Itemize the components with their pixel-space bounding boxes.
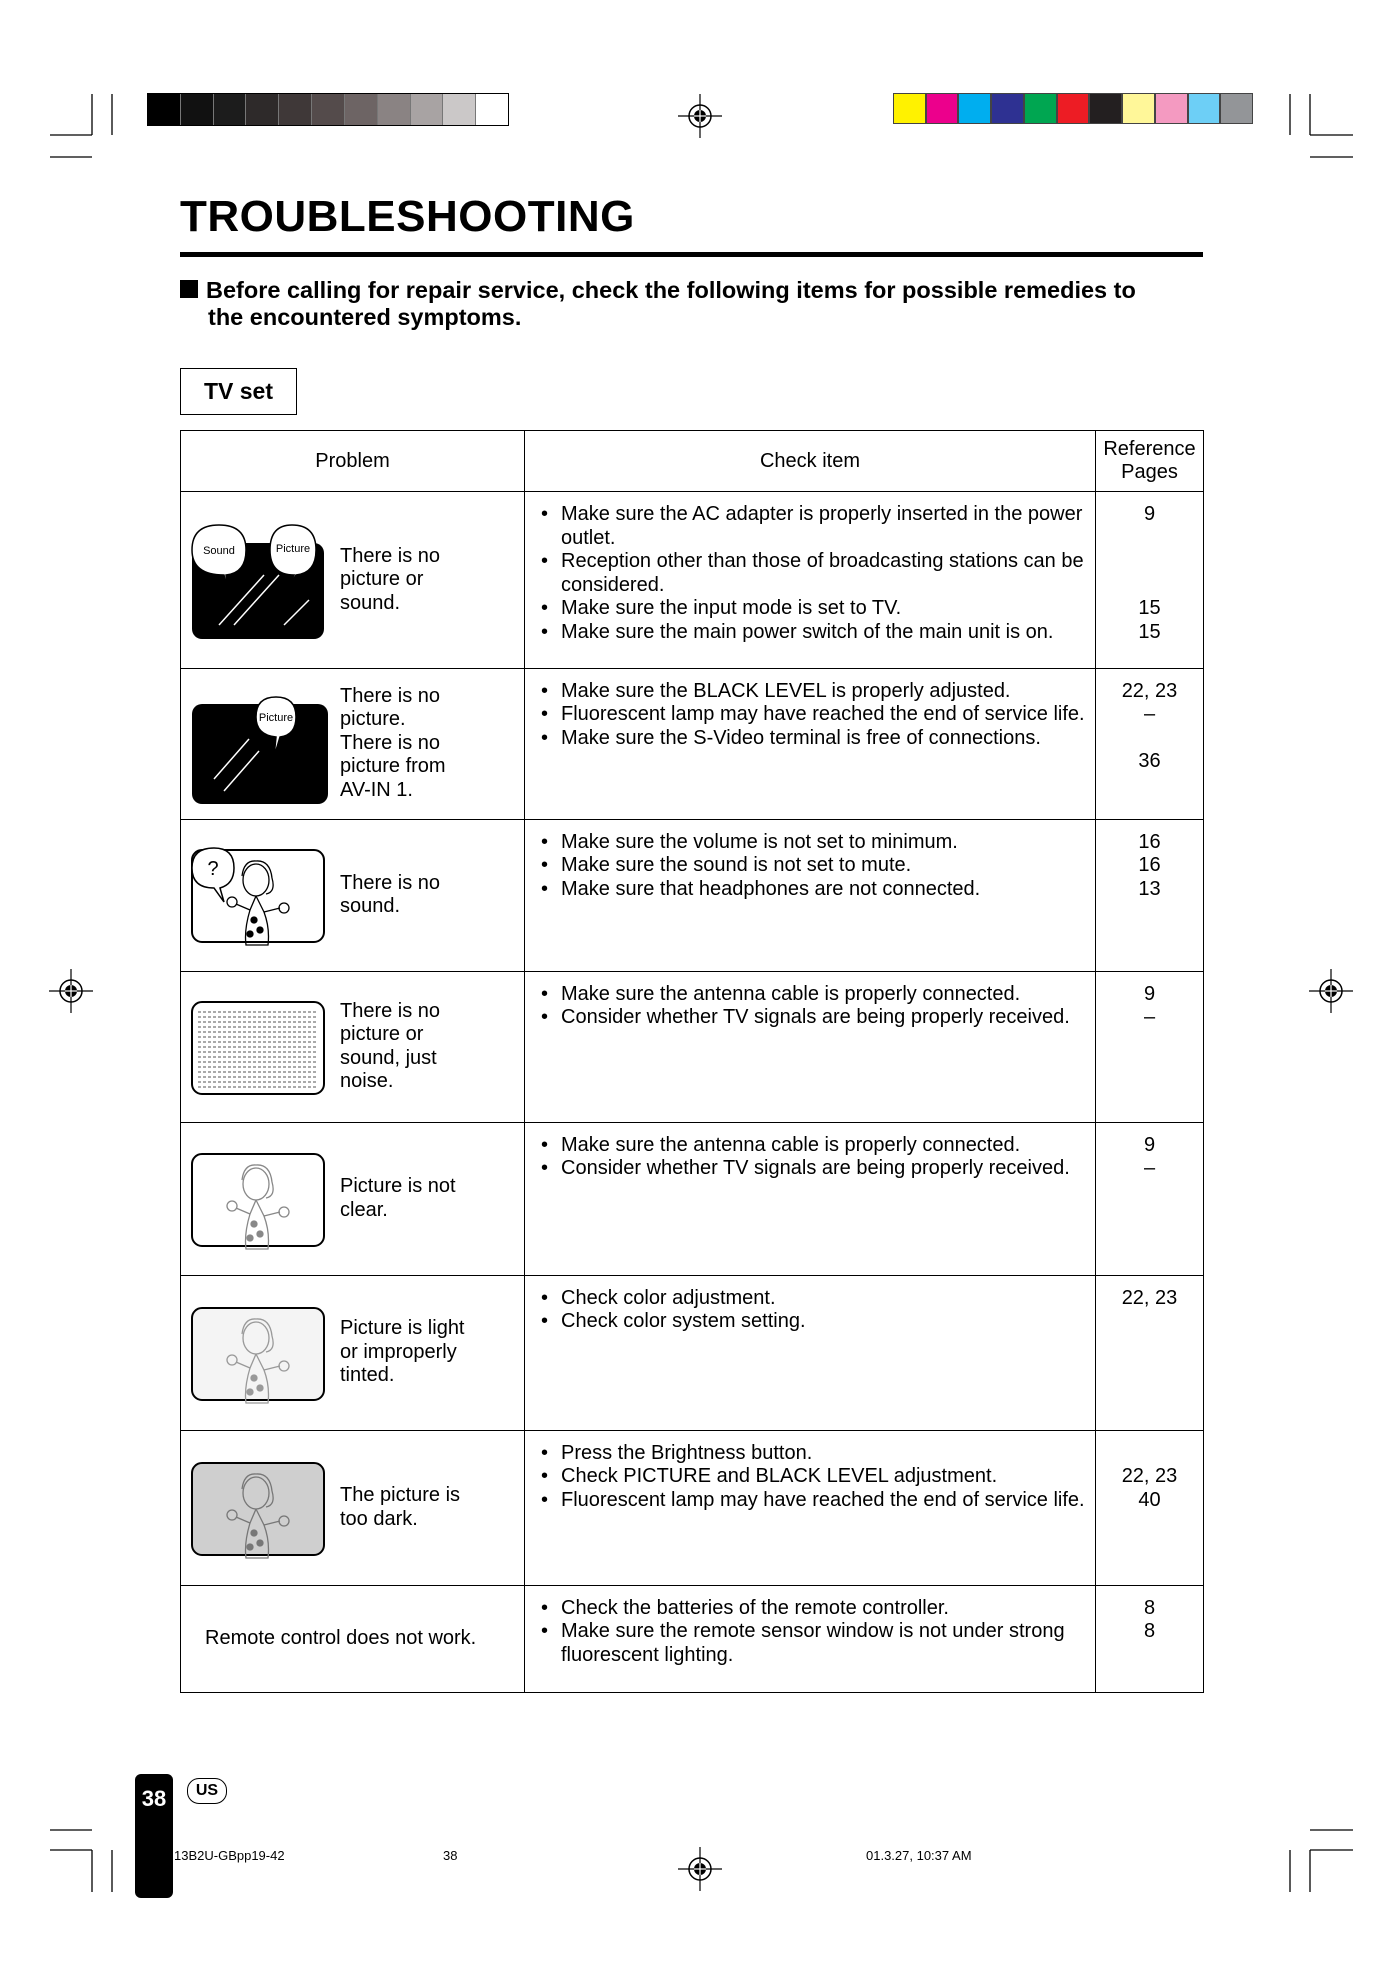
gray-swatch (410, 94, 443, 125)
tv-no-picture-no-sound-illustration (181, 515, 336, 645)
header-check-item: Check item (525, 431, 1096, 492)
problem-line: sound. (340, 591, 401, 614)
reference-page: 22, 23 (1121, 1286, 1178, 1309)
header-ref-line-1: Reference (1103, 438, 1196, 460)
tv-dark-picture-illustration (181, 1443, 336, 1573)
section-label: TV set (180, 368, 297, 415)
reference-cell (1096, 1585, 1204, 1692)
problem-line: There is no (340, 684, 441, 707)
gray-swatch (180, 94, 213, 125)
check-item: • Consider whether TV signals are being properly received. (561, 1006, 1089, 1030)
check-item: • Check PICTURE and BLACK LEVEL adjustment. (561, 1465, 1089, 1489)
title-rule (180, 252, 1203, 257)
problem-text (336, 1317, 465, 1388)
table-row (181, 1122, 1204, 1275)
page-number-tab (135, 1774, 173, 1898)
reference-page: 16 (1138, 854, 1161, 876)
tv-noise-illustration (181, 982, 336, 1112)
color-swatch (1089, 93, 1122, 124)
reference-page: 13 (1138, 877, 1161, 900)
reference-cell (1096, 1122, 1204, 1275)
check-item: • Make sure the volume is not set to minimum. (561, 831, 1089, 855)
check-cell (525, 971, 1096, 1122)
problem-line: picture or (340, 568, 424, 590)
color-swatch (1024, 93, 1057, 124)
reference-cell (1096, 1275, 1204, 1430)
footer-file-name: 13B2U-GBpp19-42 (174, 1848, 285, 1863)
reference-page: 9 (1143, 503, 1156, 525)
check-list (525, 1276, 1095, 1334)
gray-swatch (278, 94, 311, 125)
header-ref-line-2: Pages (1121, 461, 1178, 483)
problem-text (201, 1627, 476, 1651)
check-cell (525, 492, 1096, 669)
grayscale-calibration-bar (147, 93, 509, 126)
tv-no-picture-illustration (181, 679, 336, 809)
check-cell (525, 668, 1096, 819)
gray-swatch (213, 94, 246, 125)
problem-cell (181, 819, 525, 971)
footer-timestamp: 01.3.27, 10:37 AM (866, 1848, 972, 1863)
table-row (181, 1275, 1204, 1430)
reference-page: 15 (1138, 620, 1161, 643)
reference-page (1096, 550, 1203, 574)
color-swatch (1220, 93, 1253, 124)
problem-line: noise. (340, 1070, 394, 1092)
svg-text:?: ? (206, 858, 219, 880)
check-list (525, 492, 1095, 644)
check-item: • Make sure the input mode is set to TV. (561, 597, 1089, 621)
problem-cell (181, 1122, 525, 1275)
problem-line: picture or (340, 1023, 424, 1045)
footer-file-page: 38 (443, 1848, 458, 1863)
header-problem: Problem (181, 431, 525, 492)
reference-cell (1096, 971, 1204, 1122)
gray-swatch (442, 94, 475, 125)
check-list (525, 972, 1095, 1030)
troubleshooting-table (180, 430, 1204, 1693)
check-list (525, 820, 1095, 902)
check-list (525, 1586, 1095, 1668)
reference-page (1096, 1442, 1203, 1466)
reference-page: 8 (1143, 1596, 1156, 1619)
table-row (181, 819, 1204, 971)
check-item: • Check color system setting. (561, 1310, 1089, 1334)
reference-page: – (1143, 1157, 1156, 1179)
problem-line: There is no (340, 871, 441, 894)
svg-text:Picture: Picture (275, 542, 310, 555)
square-bullet-icon (180, 280, 198, 298)
color-swatch (1188, 93, 1221, 124)
problem-line: AV-IN 1. (340, 778, 413, 801)
problem-cell (181, 1275, 525, 1430)
check-cell (525, 1122, 1096, 1275)
problem-line: sound, just (340, 1046, 437, 1069)
problem-line: Picture is not (340, 1175, 456, 1197)
check-item: • Reception other than those of broadcasting stations can be considered. (561, 550, 1089, 597)
reference-page: 22, 23 (1121, 1465, 1178, 1487)
reference-page (1096, 527, 1203, 551)
target-mark-top (677, 93, 723, 139)
target-mark-left (48, 968, 94, 1014)
check-item: • Make sure that headphones are not connected. (561, 878, 1089, 902)
gray-swatch (148, 94, 180, 125)
problem-line: There is no (340, 999, 441, 1022)
problem-line: or improperly (340, 1340, 457, 1363)
problem-line: tinted. (340, 1364, 395, 1387)
table-row (181, 971, 1204, 1122)
problem-cell (181, 492, 525, 669)
region-badge: US (187, 1778, 227, 1804)
color-calibration-bar (893, 93, 1253, 124)
problem-cell (181, 1430, 525, 1585)
table-header-row (181, 431, 1204, 492)
reference-page: – (1143, 1006, 1156, 1028)
color-swatch (893, 93, 926, 124)
problem-cell (181, 1585, 525, 1692)
reference-page: 8 (1143, 1620, 1156, 1642)
gray-swatch (245, 94, 278, 125)
problem-line: sound. (340, 895, 401, 917)
reference-page: 15 (1138, 597, 1161, 619)
check-cell (525, 1275, 1096, 1430)
problem-cell (181, 971, 525, 1122)
reference-page: 36 (1138, 750, 1161, 772)
problem-text (336, 1175, 456, 1222)
check-cell (525, 819, 1096, 971)
intro-note (180, 277, 1180, 331)
color-swatch (1057, 93, 1090, 124)
check-item: • Make sure the AC adapter is properly inserted in the power outlet. (561, 503, 1089, 550)
problem-line: Picture is light (340, 1317, 465, 1340)
reference-page: 16 (1138, 830, 1161, 853)
check-item: • Check the batteries of the remote controller. (561, 1597, 1089, 1621)
table-row (181, 1585, 1204, 1692)
reference-page: – (1143, 703, 1156, 725)
problem-line: clear. (340, 1198, 388, 1221)
reference-cell (1096, 819, 1204, 971)
color-swatch (991, 93, 1024, 124)
intro-line-2: the encountered symptoms. (208, 304, 522, 330)
gray-swatch (475, 94, 508, 125)
gray-swatch (377, 94, 410, 125)
problem-line: The picture is (340, 1484, 461, 1506)
table-row (181, 668, 1204, 819)
target-mark-bottom (677, 1846, 723, 1892)
check-item: • Make sure the sound is not set to mute. (561, 854, 1089, 878)
table-row (181, 492, 1204, 669)
problem-text (336, 1484, 460, 1531)
check-item: • Make sure the main power switch of the main unit is on. (561, 621, 1089, 645)
tv-no-sound-illustration (181, 830, 336, 960)
check-item: • Make sure the antenna cable is properly connected. (561, 983, 1089, 1007)
problem-line: picture. (340, 708, 406, 731)
reference-cell (1096, 492, 1204, 669)
check-list (525, 1431, 1095, 1513)
check-cell (525, 1585, 1096, 1692)
problem-text (336, 872, 440, 919)
check-list (525, 669, 1095, 751)
problem-line: too dark. (340, 1507, 418, 1530)
target-mark-right (1308, 968, 1354, 1014)
reference-page (1096, 727, 1203, 751)
problem-line: Remote control does not work. (205, 1626, 477, 1649)
page-number: 38 (141, 1786, 167, 1811)
gray-swatch (311, 94, 344, 125)
reference-page: 22, 23 (1121, 679, 1178, 702)
check-item: • Make sure the antenna cable is properly connected. (561, 1134, 1089, 1158)
reference-page (1096, 644, 1203, 668)
problem-line: picture from (340, 755, 446, 778)
header-reference-pages (1096, 431, 1204, 492)
check-list (525, 1123, 1095, 1181)
reference-cell (1096, 668, 1204, 819)
problem-text (336, 1000, 440, 1094)
table-row (181, 1430, 1204, 1585)
tv-unclear-picture-illustration (181, 1134, 336, 1264)
tv-tinted-picture-illustration (181, 1288, 336, 1418)
problem-text (336, 545, 440, 616)
check-item: • Make sure the S-Video terminal is free of connections. (561, 727, 1089, 751)
check-item: • Make sure the remote sensor window is not under strong fluorescent lighting. (561, 1620, 1089, 1667)
svg-text:Sound: Sound (202, 544, 235, 557)
problem-cell (181, 668, 525, 819)
color-swatch (958, 93, 991, 124)
problem-line: There is no (340, 544, 441, 567)
reference-page (1096, 574, 1203, 598)
check-item: • Fluorescent lamp may have reached the end of service life. (561, 703, 1089, 727)
reference-cell (1096, 1430, 1204, 1585)
problem-text (336, 685, 446, 803)
reference-page: 9 (1143, 982, 1156, 1005)
svg-text:Picture: Picture (258, 711, 293, 724)
color-swatch (926, 93, 959, 124)
check-item: • Press the Brightness button. (561, 1442, 1089, 1466)
check-item: • Consider whether TV signals are being properly received. (561, 1157, 1089, 1181)
problem-line: There is no (340, 731, 441, 754)
reference-page: 40 (1138, 1488, 1161, 1511)
intro-line-1: Before calling for repair service, check the following items for possible remedies to (206, 277, 1136, 303)
check-item: • Check color adjustment. (561, 1287, 1089, 1311)
check-cell (525, 1430, 1096, 1585)
reference-page: 9 (1143, 1133, 1156, 1156)
page-title: TROUBLESHOOTING (180, 192, 635, 241)
check-item: • Fluorescent lamp may have reached the end of service life. (561, 1489, 1089, 1513)
gray-swatch (344, 94, 377, 125)
color-swatch (1122, 93, 1155, 124)
check-item: • Make sure the BLACK LEVEL is properly adjusted. (561, 680, 1089, 704)
color-swatch (1155, 93, 1188, 124)
